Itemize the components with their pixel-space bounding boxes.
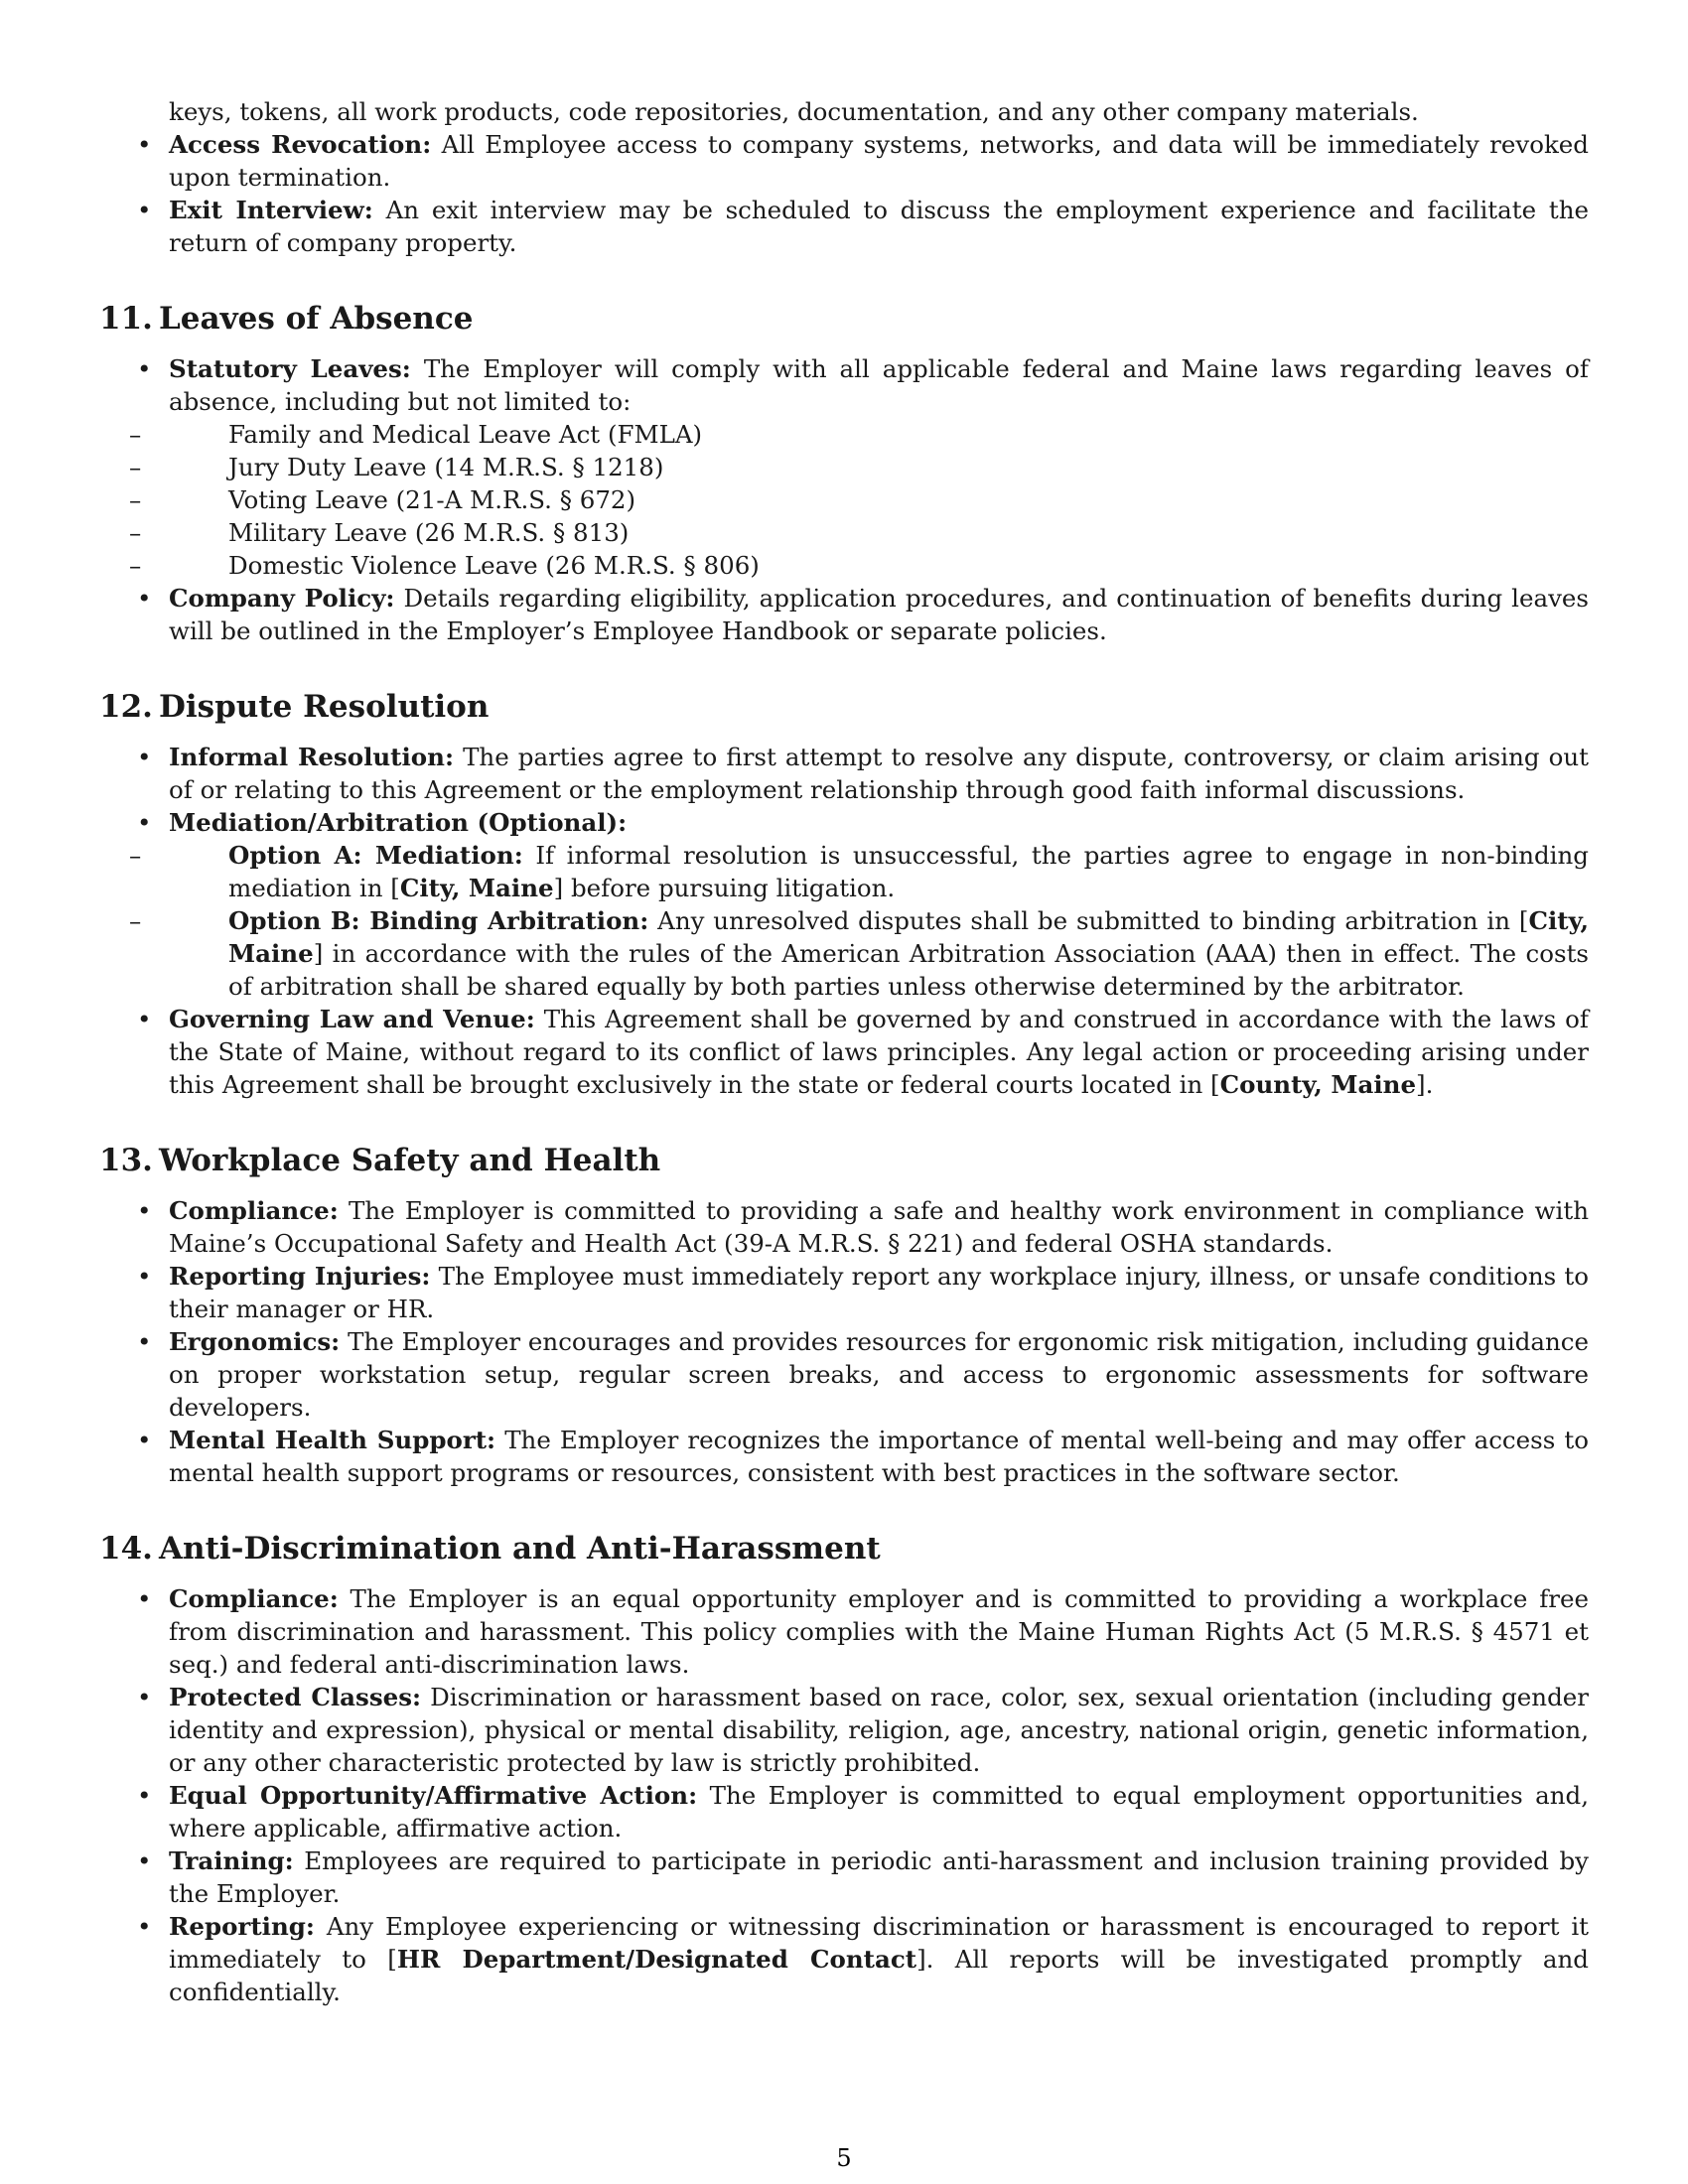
sub-list-item: – Voting Leave (21-A M.R.S. § 672) <box>99 483 1589 516</box>
list-item: • Equal Opportunity/Affirmative Action: The Employer is committed to equal employment opportunities and, where applicable, affirmative action. <box>99 1779 1589 1844</box>
section-14-list <box>99 1582 1589 2008</box>
list-item: • Compliance: The Employer is committed to providing a safe and healthy work environment in compliance with Maine’s Occupational Safety and Health Act (39-A M.R.S. § 221) and federal OSHA standards. <box>99 1194 1589 1260</box>
section-heading-14: 14. Anti-Discrimination and Anti-Harassment <box>99 1531 881 1567</box>
sub-list-item: – Domestic Violence Leave (26 M.R.S. § 806) <box>99 549 1589 582</box>
section-11-list <box>99 352 1589 647</box>
sub-list-item: – Jury Duty Leave (14 M.R.S. § 1218) <box>99 451 1589 483</box>
list-item: • Reporting Injuries: The Employee must immediately report any workplace injury, illness, or unsafe conditions to their manager or HR. <box>99 1260 1589 1325</box>
list-item: • Company Policy: Details regarding eligibility, application procedures, and continuation of benefits during leaves will be outlined in the Employer’s Employee Handbook or separate policies. <box>99 582 1589 647</box>
sub-list-item: – Military Leave (26 M.R.S. § 813) <box>99 516 1589 549</box>
sub-list-item: – Option B: Binding Arbitration: Any unresolved disputes shall be submitted to binding arbitration in [City, Maine] in accordance with the rules of the American Arbitration Association (AAA) then in effect. The costs of arbitration shall be shared equally by both parties unless otherwise determined by the arbitrator. <box>99 904 1589 1003</box>
continued-line: keys, tokens, all work products, code repositories, documentation, and any other company materials. <box>169 97 1419 126</box>
section-13-list <box>99 1194 1589 1489</box>
list-item: • Statutory Leaves: The Employer will comply with all applicable federal and Maine laws regarding leaves of absence, including but not limited to: – Family and Medical Leave Act (FMLA) – Jury Duty Leave (14 M.R.S. § 1218) – Voting Leave (21-A M.R.S. § 672) – Military Leave (26 M.R.S. § 813) – Domestic Violence Leave (26 M.R.S. § 806) <box>99 352 1589 582</box>
page-number: 5 <box>836 2144 852 2172</box>
section-heading-11: 11. Leaves of Absence <box>99 301 474 337</box>
list-item: • Compliance: The Employer is an equal opportunity employer and is committed to providing a workplace free from discrimination and harassment. This policy complies with the Maine Human Rights Act (5 M.R.S. § 4571 et seq.) and federal anti-discrimination laws. <box>99 1582 1589 1681</box>
sub-list-item: – Family and Medical Leave Act (FMLA) <box>99 418 1589 451</box>
section-heading-13: 13. Workplace Safety and Health <box>99 1143 661 1178</box>
list-item: • Access Revocation: All Employee access to company systems, networks, and data will be immediately revoked upon termination. <box>99 128 1589 194</box>
termination-list-continued <box>99 95 1589 259</box>
document-page <box>99 95 1589 2008</box>
list-item: • Ergonomics: The Employer encourages and provides resources for ergonomic risk mitigation, including guidance on proper workstation setup, regular screen breaks, and access to ergonomic assessments for software developers. <box>99 1325 1589 1424</box>
section-12-list <box>99 741 1589 1101</box>
list-item: • Training: Employees are required to participate in periodic anti-harassment and inclusion training provided by the Employer. <box>99 1844 1589 1910</box>
sub-list-item: – Option A: Mediation: If informal resolution is unsuccessful, the parties agree to engage in non-binding mediation in [City, Maine] before pursuing litigation. <box>99 839 1589 904</box>
leave-types-list <box>99 418 1589 582</box>
list-item: • Protected Classes: Discrimination or harassment based on race, color, sex, sexual orientation (including gender identity and expression), physical or mental disability, religion, age, ancestry, national origin, genetic information, or any other characteristic protected by law is strictly prohibited. <box>99 1681 1589 1779</box>
list-item: • Governing Law and Venue: This Agreement shall be governed by and construed in accordance with the laws of the State of Maine, without regard to its conflict of laws principles. Any legal action or proceeding arising under this Agreement shall be brought exclusively in the state or federal courts located in [County, Maine]. <box>99 1003 1589 1101</box>
section-heading-12: 12. Dispute Resolution <box>99 689 490 725</box>
list-item: • Mental Health Support: The Employer recognizes the importance of mental well-being and may offer access to mental health support programs or resources, consistent with best practices in the software sector. <box>99 1424 1589 1489</box>
list-item: • Reporting: Any Employee experiencing or witnessing discrimination or harassment is encouraged to report it immediately to [HR Department/Designated Contact]. All reports will be investigated promptly and confidentially. <box>99 1910 1589 2008</box>
list-item: • Exit Interview: An exit interview may be scheduled to discuss the employment experience and facilitate the return of company property. <box>99 194 1589 259</box>
options-list <box>99 839 1589 1003</box>
list-item: • Mediation/Arbitration (Optional): – Option A: Mediation: If informal resolution is unsuccessful, the parties agree to engage in non-binding mediation in [City, Maine] before pursuing litigation. – Option B: Binding Arbitration: Any unresolved disputes shall be submitted to binding arbitration in [City, Maine] in accordance with the rules of the American Arbitration Association (AAA) then in effect. The costs of arbitration shall be shared equally by both parties unless otherwise determined by the arbitrator. <box>99 806 1589 1003</box>
list-item: • Informal Resolution: The parties agree to first attempt to resolve any dispute, controversy, or claim arising out of or relating to this Agreement or the employment relationship through good faith informal discussions. <box>99 741 1589 806</box>
